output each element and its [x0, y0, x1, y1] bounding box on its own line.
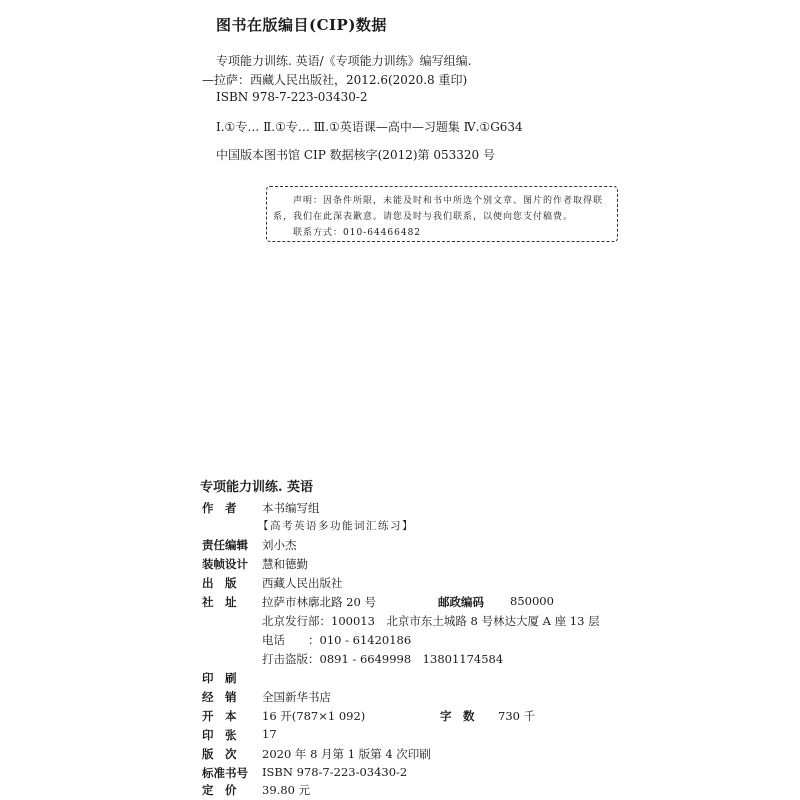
- cip-line-isbn: ISBN 978-7-223-03430-2: [216, 90, 368, 104]
- author-label: 作 者: [202, 501, 237, 515]
- cip-line-title: 专项能力训练. 英语/《专项能力训练》编写组编.: [216, 54, 472, 68]
- edition-value: 2020 年 8 月第 1 版第 4 次印刷: [262, 747, 431, 761]
- edition-label: 版 次: [202, 747, 237, 761]
- distribution-label: 经 销: [202, 690, 237, 704]
- postcode-value: 850000: [510, 594, 554, 608]
- word-count-value: 730 千: [498, 709, 536, 723]
- cip-heading: 图书在版编目(CIP)数据: [216, 16, 387, 34]
- format-label: 开 本: [202, 709, 237, 723]
- editor-label: 责任编辑: [202, 538, 248, 552]
- sheets-label: 印 张: [202, 728, 237, 742]
- design-label: 装帧设计: [202, 557, 248, 571]
- notice-line-2: 系，我们在此深表歉意。请您及时与我们联系，以便向您支付稿费。: [273, 212, 574, 222]
- beijing-office: 北京发行部：100013 北京市东土城路 8 号林达大厦 A 座 13 层: [262, 614, 600, 628]
- notice-contact: 联系方式：010-64466482: [293, 228, 422, 238]
- design-value: 慧和德勤: [262, 557, 308, 571]
- address-label: 社 址: [202, 595, 237, 609]
- sheets-value: 17: [262, 727, 277, 741]
- book-subtitle: 【高考英语多功能词汇练习】: [258, 520, 414, 532]
- isbn-value: ISBN 978-7-223-03430-2: [262, 765, 408, 779]
- price-value: 39.80 元: [262, 783, 311, 797]
- author-value: 本书编写组: [262, 501, 320, 515]
- distribution-value: 全国新华书店: [262, 690, 331, 704]
- copyright-notice-box: [266, 186, 618, 242]
- editor-value: 刘小杰: [262, 538, 297, 552]
- notice-line-1: 声明：因条件所限，未能及时和书中所选个别文章、图片的作者取得联: [293, 196, 604, 206]
- cip-line-publisher: —拉萨：西藏人民出版社，2012.6(2020.8 重印): [202, 73, 468, 87]
- cip-record-number: 中国版本图书馆 CIP 数据核字(2012)第 053320 号: [216, 148, 495, 162]
- cip-classification: Ⅰ.①专… Ⅱ.①专… Ⅲ.①英语课—高中—习题集 Ⅳ.①G634: [216, 120, 523, 134]
- anti-piracy-label: 打击盗版: [262, 652, 308, 666]
- printer-label: 印 刷: [202, 671, 237, 685]
- isbn-label: 标准书号: [202, 766, 248, 780]
- anti-piracy-value: ：0891 - 6649998 13801174584: [308, 652, 504, 666]
- format-value: 16 开(787×1 092): [262, 709, 366, 723]
- price-label: 定 价: [202, 783, 237, 797]
- publisher-label: 出 版: [202, 576, 237, 590]
- postcode-label: 邮政编码: [438, 595, 484, 609]
- book-title: 专项能力训练. 英语: [200, 480, 314, 495]
- word-count-label: 字 数: [440, 709, 475, 723]
- phone-value: ：010 - 61420186: [308, 633, 412, 647]
- publisher-value: 西藏人民出版社: [262, 576, 343, 590]
- phone-label: 电话: [262, 633, 285, 647]
- address-value: 拉萨市林廓北路 20 号: [262, 595, 376, 609]
